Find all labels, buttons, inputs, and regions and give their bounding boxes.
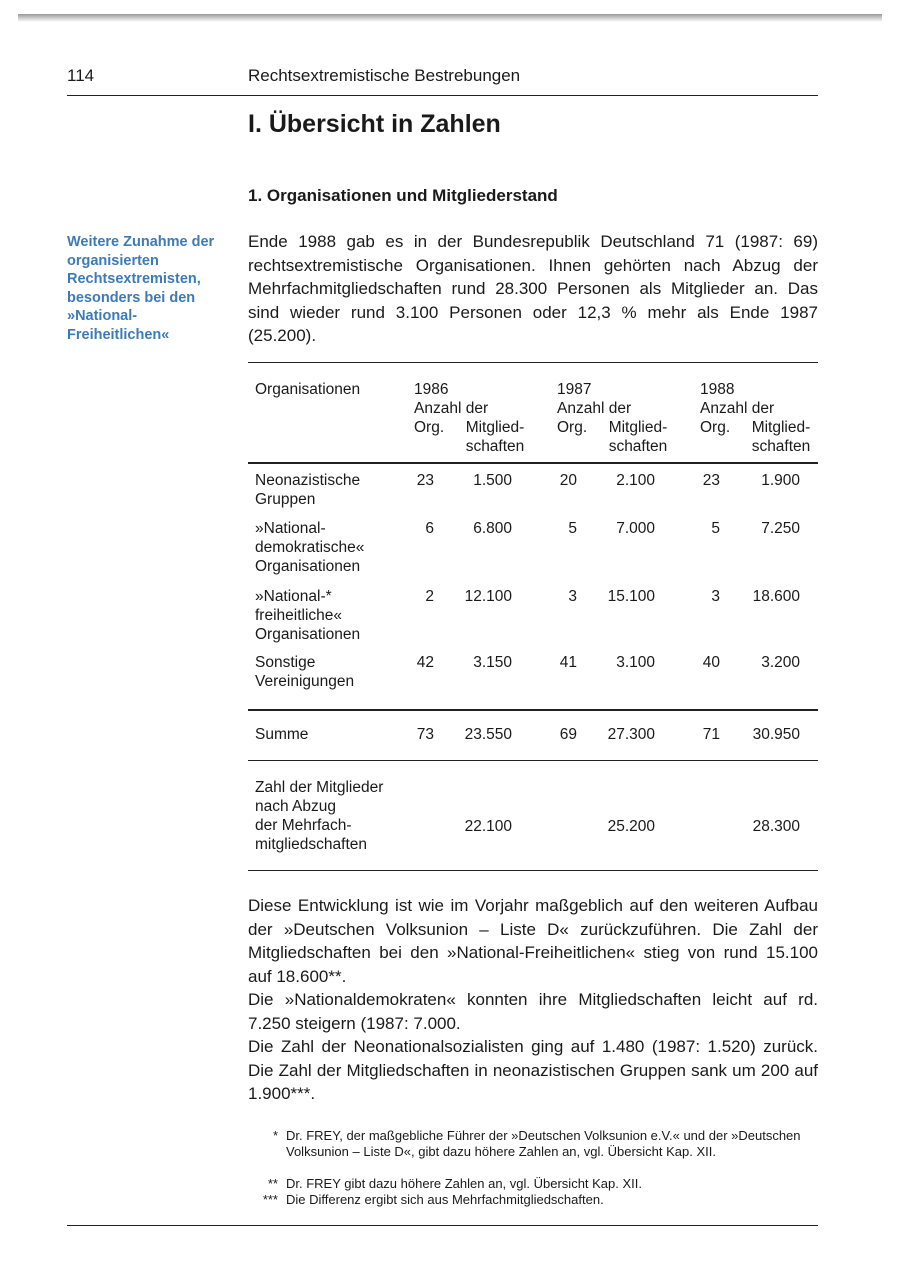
org-label: Org.: [700, 419, 731, 436]
cell-members: 18.600: [752, 588, 800, 605]
margin-note: Weitere Zunahme der organisierten Rechtsextremisten, besonders bei den »National-Freiheitlichen«: [67, 234, 215, 343]
table-top-rule: [248, 362, 818, 363]
cell-org: 23: [416, 472, 434, 489]
members-label: schaften: [465, 438, 525, 455]
cell-org: 3: [568, 588, 577, 605]
subsection-title: 1. Organisationen und Mitgliederstand: [248, 186, 558, 205]
row-label: Vereinigungen: [255, 673, 355, 690]
org-label: Org.: [557, 419, 588, 436]
net-label: mitgliedschaften: [255, 836, 368, 853]
row-label: Organisationen: [255, 626, 361, 643]
row-label: demokratische«: [255, 539, 365, 556]
sum-label: Summe: [255, 726, 309, 743]
net-label: der Mehrfach-: [255, 817, 352, 834]
table-rule: [248, 760, 818, 761]
cell-org: 5: [711, 520, 720, 537]
row-label: »National-*: [255, 588, 332, 605]
footnote: [248, 1192, 818, 1208]
net-label: nach Abzug: [255, 798, 337, 815]
cell-members: 27.300: [607, 726, 655, 743]
analysis-text: [248, 894, 818, 1106]
cell-org: 40: [702, 654, 720, 671]
cell-members: 7.000: [616, 520, 655, 537]
table-col-header: Organisationen: [255, 381, 361, 398]
footnote-text: Die Differenz ergibt sich aus Mehrfachmitgliedschaften.: [286, 1192, 604, 1207]
cell-org: 73: [416, 726, 434, 743]
analysis-paragraph: Die Zahl der Neonationalsozialisten ging auf 1.480 (1987: 1.520) zurück. Die Zahl der Mitgliedschaften in neonazistischen Gruppen sank um 200 auf 1.900***.: [248, 1037, 818, 1103]
cell-members: 1.900: [761, 472, 800, 489]
cell-members: 7.250: [761, 520, 800, 537]
cell-members: 15.100: [607, 588, 655, 605]
running-title: Rechtsextremistische Bestrebungen: [248, 66, 521, 85]
members-label: Mitglied-: [751, 419, 811, 436]
table-header-rule: [248, 462, 818, 464]
row-label: Gruppen: [255, 491, 316, 508]
net-label: Zahl der Mitglieder: [255, 779, 384, 796]
cell-org: 6: [425, 520, 434, 537]
cell-members: 3.200: [761, 654, 800, 671]
footnote-mark: **: [267, 1176, 278, 1191]
cell-members: 12.100: [464, 588, 512, 605]
year-header: 1987: [557, 381, 592, 398]
row-label: freiheitliche«: [255, 607, 343, 624]
cell-org: 69: [559, 726, 577, 743]
section-title: I. Übersicht in Zahlen: [248, 110, 501, 138]
members-label: Mitglied-: [608, 419, 668, 436]
year-header: 1988: [700, 381, 735, 398]
cell-members: 23.550: [464, 726, 512, 743]
cell-org: 23: [702, 472, 720, 489]
analysis-paragraph: Diese Entwicklung ist wie im Vorjahr maßgeblich auf den weiteren Aufbau der »Deutschen Volksunion – Liste D« zurückzuführen. Die Zahl der Mitgliedschaften bei den »National-Freiheitlichen« stieg von rund 15.100 auf 18.600**.: [248, 896, 818, 986]
cell-org: 20: [559, 472, 577, 489]
cell-members: 3.150: [473, 654, 512, 671]
footnote: [248, 1128, 818, 1159]
page-number: 114: [67, 66, 95, 85]
header-rule: [67, 95, 818, 96]
intro-text: Ende 1988 gab es in der Bundesrepublik Deutschland 71 (1987: 69) rechtsextremistische Organisationen. Ihnen gehörten nach Abzug der Mehrfachmitgliedschaften rund 28.300 Personen als Mitglieder an. Das sind wieder rund 3.100 Personen oder 12,3 % mehr als Ende 1987 (25.200).: [248, 232, 818, 345]
sub-header: Anzahl der: [414, 400, 489, 417]
cell-org: 41: [559, 654, 577, 671]
sub-header: Anzahl der: [557, 400, 632, 417]
footer-rule: [67, 1225, 818, 1226]
row-label: Neonazistische: [255, 472, 361, 489]
cell-members: 2.100: [616, 472, 655, 489]
footnote-mark: ***: [262, 1192, 278, 1207]
members-label: schaften: [608, 438, 668, 455]
cell-members: 28.300: [752, 818, 800, 835]
footnote-text: Dr. FREY, der maßgebliche Führer der »Deutschen Volksunion e.V.« und der »Deutschen Volksunion – Liste D«, gibt dazu höhere Zahlen an, vgl. Übersicht Kap. XII.: [286, 1128, 801, 1159]
cell-org: 2: [425, 588, 434, 605]
footnote-mark: *: [272, 1128, 278, 1143]
cell-members: 30.950: [752, 726, 800, 743]
row-label: »National-: [255, 520, 326, 537]
row-label: Organisationen: [255, 558, 361, 575]
cell-org: 3: [711, 588, 720, 605]
members-label: Mitglied-: [465, 419, 525, 436]
members-label: schaften: [751, 438, 811, 455]
cell-org: 42: [416, 654, 434, 671]
sub-header: Anzahl der: [700, 400, 775, 417]
row-label: Sonstige: [255, 654, 316, 671]
cell-org: 5: [568, 520, 577, 537]
cell-members: 6.800: [473, 520, 512, 537]
analysis-paragraph: Die »Nationaldemokraten« konnten ihre Mitgliedschaften leicht auf rd. 7.250 steigern (1987: 7.000.: [248, 990, 818, 1033]
cell-members: 22.100: [464, 818, 512, 835]
footnote: [248, 1176, 818, 1192]
year-header: 1986: [414, 381, 449, 398]
cell-members: 25.200: [607, 818, 655, 835]
cell-org: 71: [702, 726, 720, 743]
cell-members: 3.100: [616, 654, 655, 671]
cell-members: 1.500: [473, 472, 512, 489]
table-bottom-rule: [248, 870, 818, 871]
table-sum-rule: [248, 709, 818, 711]
intro-paragraph: [248, 230, 818, 348]
footnote-text: Dr. FREY gibt dazu höhere Zahlen an, vgl. Übersicht Kap. XII.: [286, 1176, 643, 1191]
org-label: Org.: [414, 419, 445, 436]
